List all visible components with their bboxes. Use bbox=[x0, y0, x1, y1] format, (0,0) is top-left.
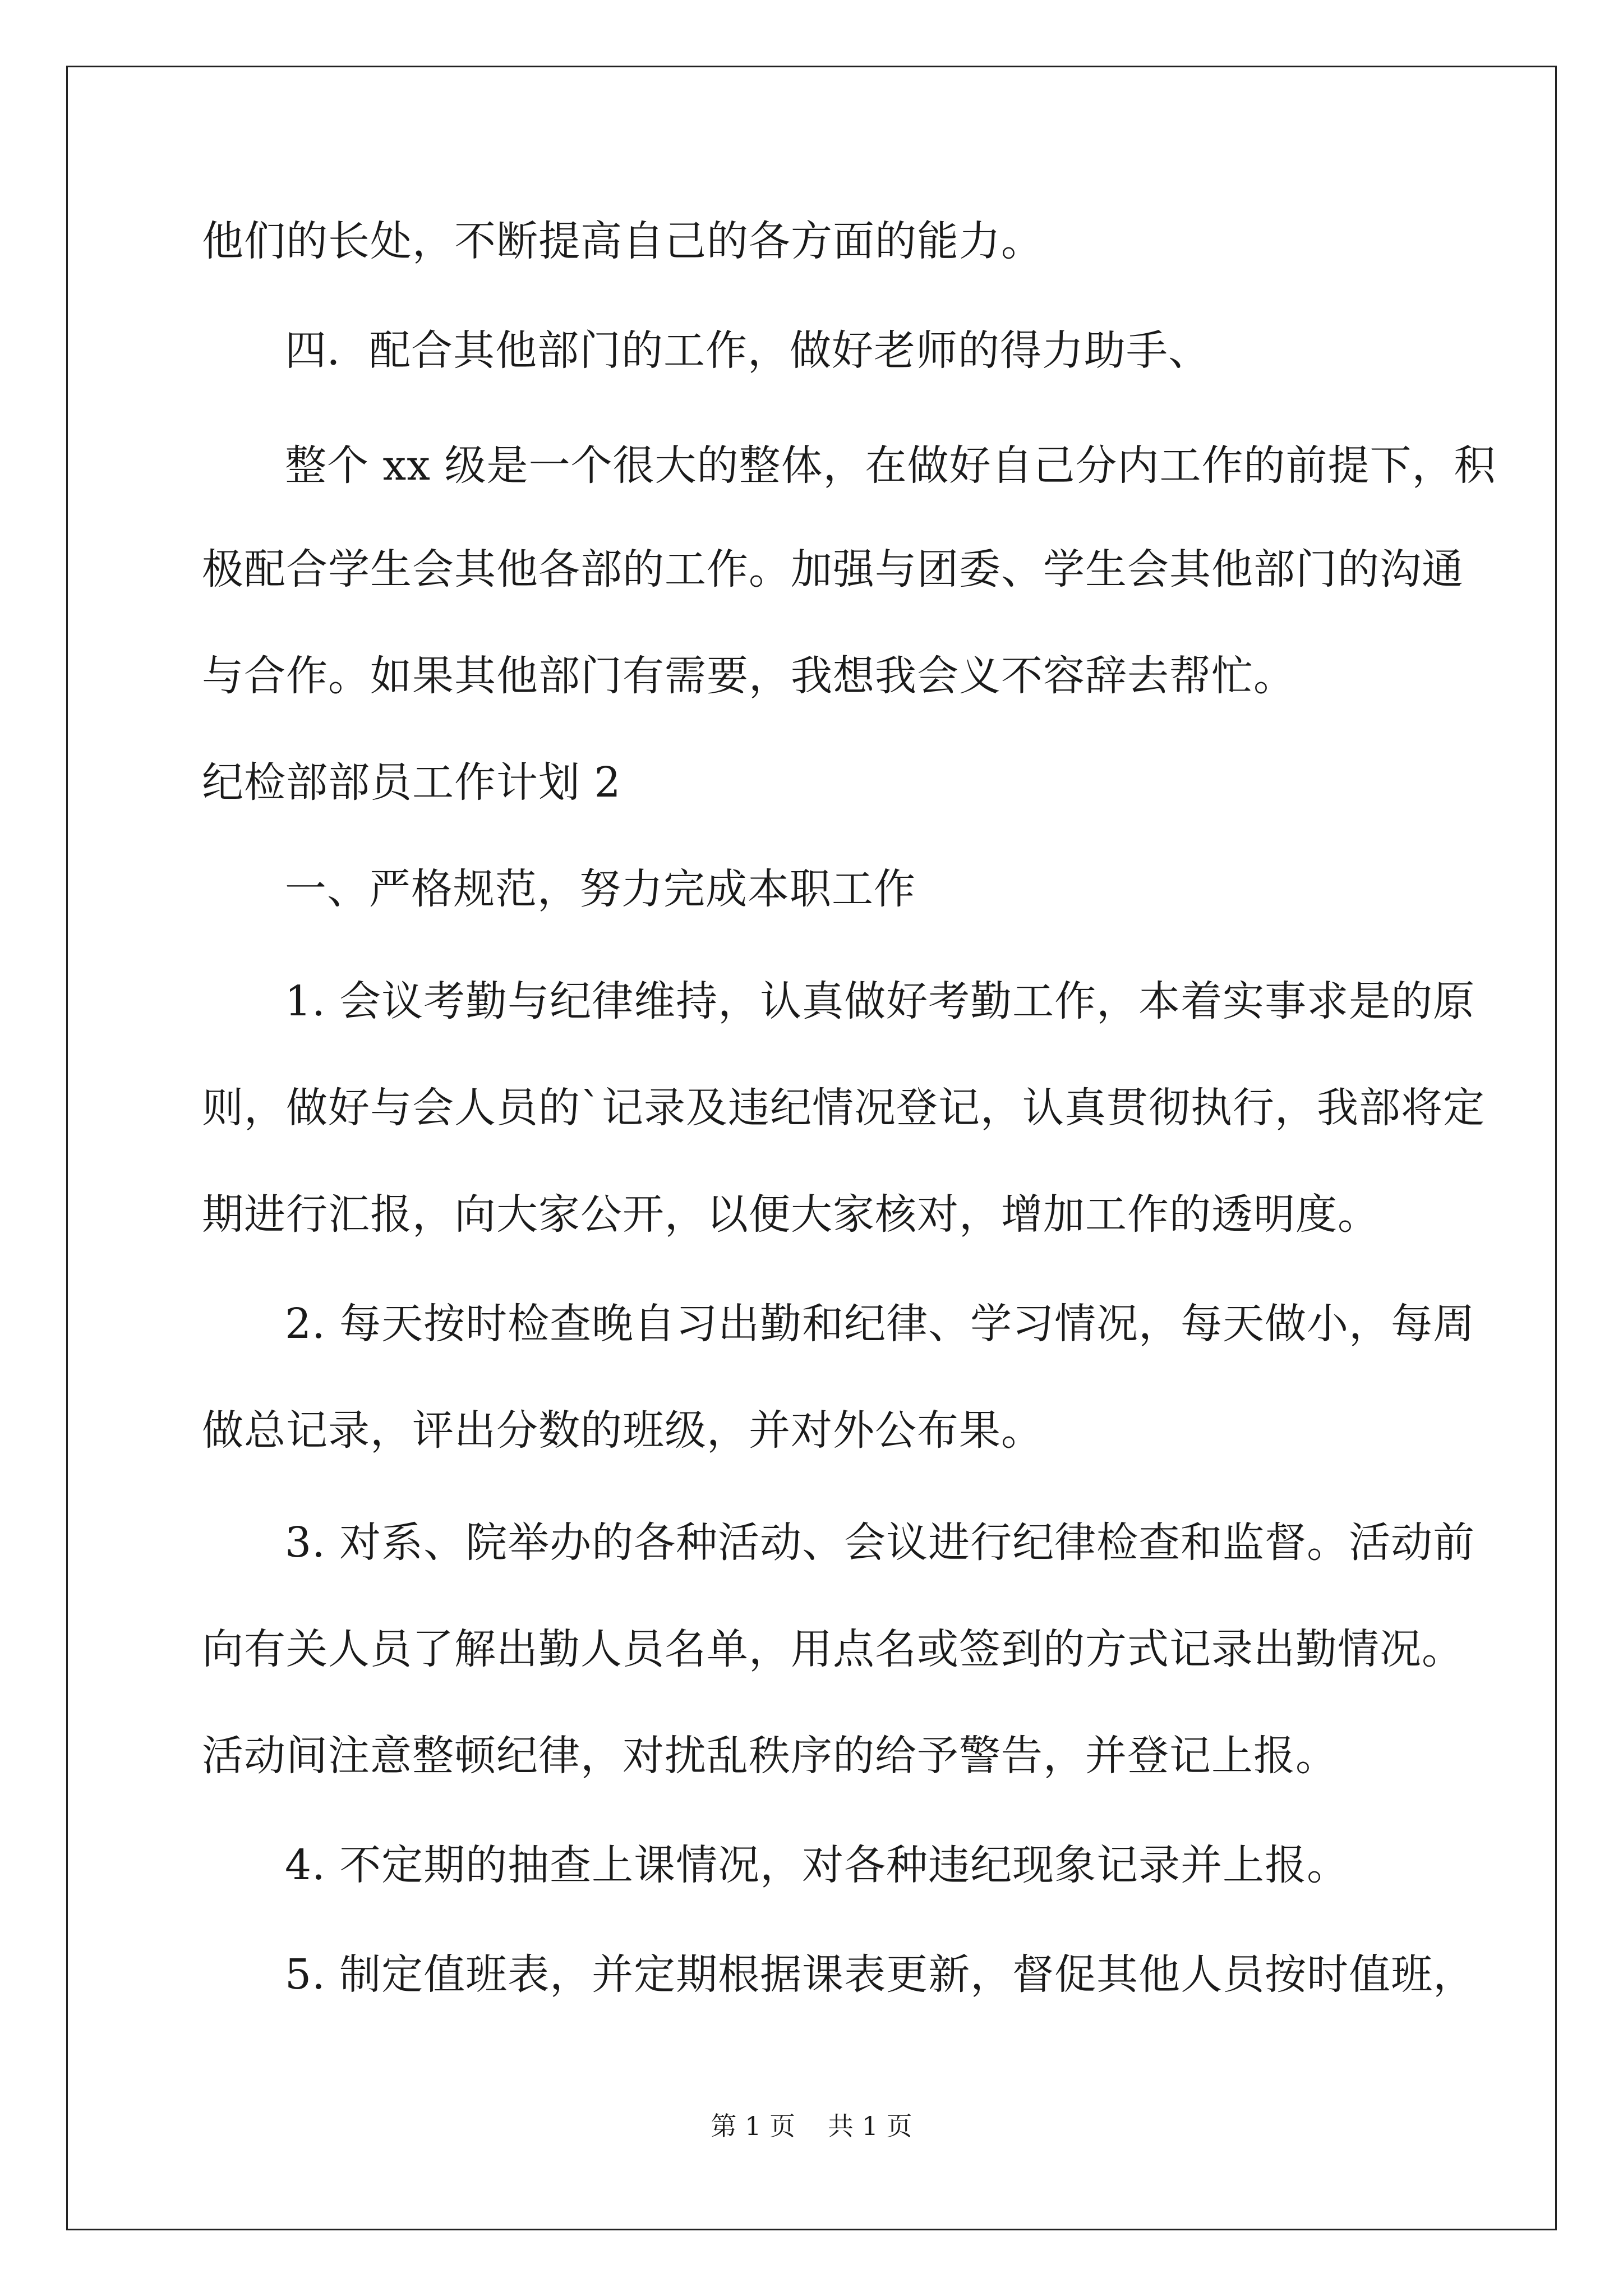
text-line: 4. 不定期的抽查上课情况，对各种违纪现象记录并上报。 bbox=[285, 1841, 1349, 1889]
page-border bbox=[66, 66, 1557, 2230]
text-line: 期进行汇报，向大家公开，以便大家核对，增加工作的透明度。 bbox=[202, 1190, 1380, 1239]
page-number: 第 1 页 bbox=[711, 2111, 795, 2141]
text-line: 3. 对系、院举办的各种活动、会议进行纪律检查和监督。活动前 bbox=[285, 1519, 1476, 1567]
text-line: 做总记录，评出分数的班级，并对外公布果。 bbox=[202, 1406, 1043, 1455]
text-line: 整个 xx 级是一个很大的整体，在做好自己分内工作的前提下，积 bbox=[285, 441, 1496, 490]
document-title: 纪检部部员工作计划 2 bbox=[202, 758, 621, 807]
text-line: 极配合学生会其他各部的工作。加强与团委、学生会其他部门的沟通 bbox=[202, 545, 1464, 593]
text-line: 2. 每天按时检查晚自习出勤和纪律、学习情况，每天做小，每周 bbox=[285, 1300, 1476, 1348]
section-heading: 一、严格规范，努力完成本职工作 bbox=[285, 865, 916, 913]
page-footer bbox=[0, 2109, 1623, 2143]
text-line: 他们的长处，不断提高自己的各方面的能力。 bbox=[202, 217, 1043, 265]
page-total: 共 1 页 bbox=[828, 2111, 912, 2141]
text-line: 与合作。如果其他部门有需要，我想我会义不容辞去帮忙。 bbox=[202, 652, 1295, 700]
text-line: 活动间注意整顿纪律，对扰乱秩序的给予警告，并登记上报。 bbox=[202, 1732, 1338, 1780]
section-heading: 四．配合其他部门的工作，做好老师的得力助手、 bbox=[285, 326, 1210, 375]
text-line: 向有关人员了解出勤人员名单，用点名或签到的方式记录出勤情况。 bbox=[202, 1625, 1464, 1673]
text-line: 则，做好与会人员的`记录及违纪情况登记，认真贯彻执行，我部将定 bbox=[202, 1084, 1485, 1132]
text-line: 5. 制定值班表，并定期根据课表更新，督促其他人员按时值班， bbox=[285, 1950, 1476, 1999]
text-line: 1. 会议考勤与纪律维持，认真做好考勤工作，本着实事求是的原 bbox=[285, 977, 1476, 1025]
